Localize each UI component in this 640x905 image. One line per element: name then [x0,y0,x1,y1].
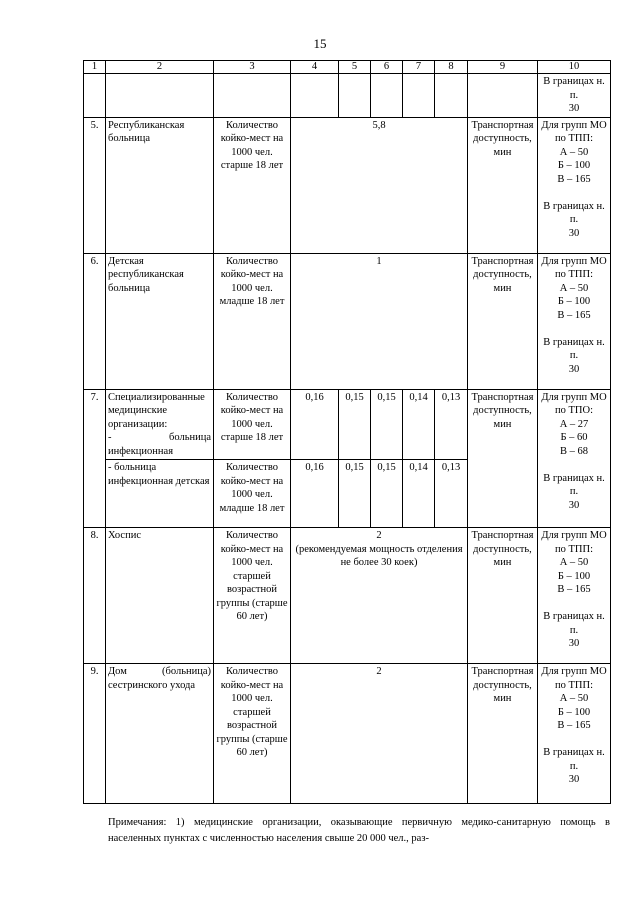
facility-name: - больница инфекционная детская [106,460,214,528]
metric: Транспортная доступность, мин [468,528,538,664]
indicator: Количество койко-мест на 1000 чел. старше 18 лет [214,389,291,460]
norm-value-col6: 0,15 [371,460,403,528]
continuation-cell: В границах н. п. 30 [538,74,611,118]
table-row [84,389,611,460]
norm-value: 5,8 [291,117,468,253]
header-col-9: 9 [468,61,538,74]
indicator: Количество койко-мест на 1000 чел. старшей возрастной группы (старше 60 лет) [214,664,291,804]
indicator: Количество койко-мест на 1000 чел. младше 18 лет [214,253,291,389]
group-values: Для групп МО по ТПП: А – 50 Б – 100 В – 165 В границах н. п. 30 [538,664,611,804]
table-row [84,528,611,664]
metric: Транспортная доступность, мин [468,664,538,804]
facility-name: Специализированные медицинские организации: - больница инфекционная [106,389,214,460]
indicator: Количество койко-мест на 1000 чел. младше 18 лет [214,460,291,528]
header-col-3: 3 [214,61,291,74]
norm-value-col4: 0,16 [291,460,339,528]
facility-name: Детская республиканская больница [106,253,214,389]
metric: Транспортная доступность, мин [468,389,538,528]
norm-value-col6: 0,15 [371,389,403,460]
norm-value-col5: 0,15 [339,389,371,460]
group-values: Для групп МО по ТПО: А – 27 Б – 60 В – 68 В границах н. п. 30 [538,389,611,528]
header-col-4: 4 [291,61,339,74]
group-values: Для групп МО по ТПП: А – 50 Б – 100 В – 165 В границах н. п. 30 [538,528,611,664]
header-col-5: 5 [339,61,371,74]
norm-value-col7: 0,14 [403,460,435,528]
facility-name: Дом (больница) сестринского ухода [106,664,214,804]
norm-value: 2 [291,664,468,804]
metric: Транспортная доступность, мин [468,117,538,253]
row-number: 8. [84,528,106,664]
norm-value: 2 (рекомендуемая мощность отделения не более 30 коек) [291,528,468,664]
header-col-2: 2 [106,61,214,74]
header-col-8: 8 [435,61,468,74]
row-number: 5. [84,117,106,253]
header-col-1: 1 [84,61,106,74]
norm-value-col4: 0,16 [291,389,339,460]
row-number: 6. [84,253,106,389]
facility-name: Хоспис [106,528,214,664]
norm-value-col8: 0,13 [435,460,468,528]
facility-name: Республиканская больница [106,117,214,253]
norm-value-col7: 0,14 [403,389,435,460]
metric: Транспортная доступность, мин [468,253,538,389]
header-col-7: 7 [403,61,435,74]
header-col-6: 6 [371,61,403,74]
header-col-10: 10 [538,61,611,74]
table-row [84,117,611,253]
group-values: Для групп МО по ТПП: А – 50 Б – 100 В – 165 В границах н. п. 30 [538,253,611,389]
page-number: 15 [313,36,327,51]
standards-table [83,60,611,804]
indicator: Количество койко-мест на 1000 чел. старшей возрастной группы (старше 60 лет) [214,528,291,664]
table-row [84,664,611,804]
norm-value-col5: 0,15 [339,460,371,528]
norm-value: 1 [291,253,468,389]
table-row [84,253,611,389]
notes-paragraph: Примечания: 1) медицинские организации, оказывающие первичную медико-санитарную помощь в населенных пунктах с численностью населения свыше 20 000 чел., раз- [108,817,610,844]
header-row [84,61,611,74]
continuation-row [84,74,611,118]
row-number: 7. [84,389,106,528]
norm-value-note: (рекомендуемая мощность отделения не более 30 коек) [295,543,463,568]
indicator: Количество койко-мест на 1000 чел. старше 18 лет [214,117,291,253]
row-number: 9. [84,664,106,804]
group-values: Для групп МО по ТПП: А – 50 Б – 100 В – 165 В границах н. п. 30 [538,117,611,253]
norm-value-col8: 0,13 [435,389,468,460]
